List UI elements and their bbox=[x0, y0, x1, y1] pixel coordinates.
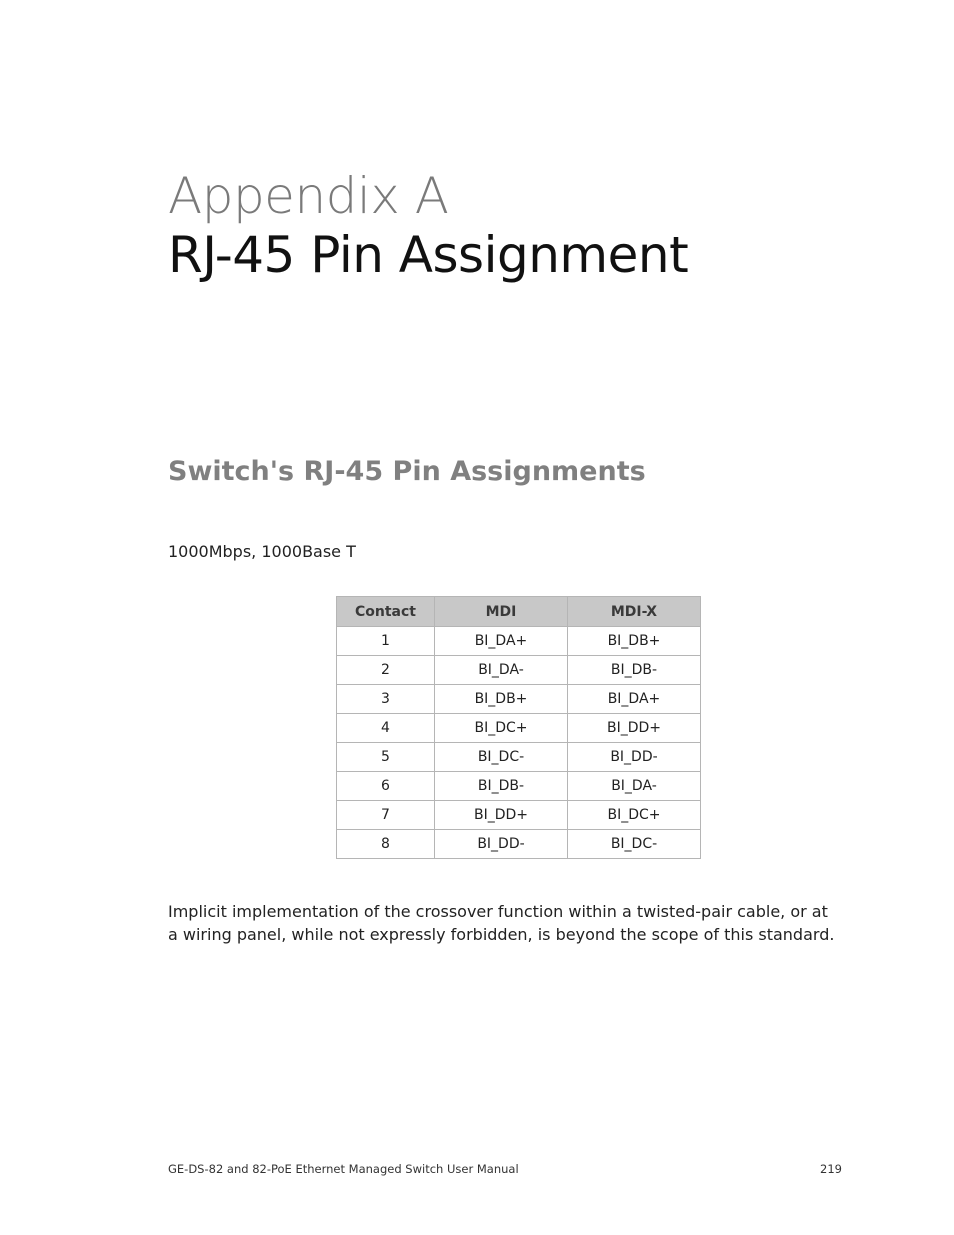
cell-mdi-x: BI_DC- bbox=[568, 830, 701, 859]
table-row bbox=[337, 743, 701, 772]
header-mdi: MDI bbox=[435, 597, 568, 627]
table-row bbox=[337, 772, 701, 801]
cell-mdi-x: BI_DA+ bbox=[568, 685, 701, 714]
cell-mdi-x: BI_DC+ bbox=[568, 801, 701, 830]
table-row bbox=[337, 714, 701, 743]
table-row bbox=[337, 685, 701, 714]
cell-contact: 7 bbox=[337, 801, 435, 830]
cell-contact: 5 bbox=[337, 743, 435, 772]
cell-mdi: BI_DB- bbox=[435, 772, 568, 801]
table-row bbox=[337, 656, 701, 685]
table-row bbox=[337, 627, 701, 656]
page-number: 219 bbox=[820, 1162, 842, 1176]
table-row bbox=[337, 830, 701, 859]
cell-mdi-x: BI_DD+ bbox=[568, 714, 701, 743]
cell-mdi: BI_DC+ bbox=[435, 714, 568, 743]
cell-contact: 8 bbox=[337, 830, 435, 859]
section-heading: Switch's RJ-45 Pin Assignments bbox=[168, 456, 646, 487]
cell-mdi-x: BI_DB- bbox=[568, 656, 701, 685]
crossover-note-paragraph: Implicit implementation of the crossover function within a twisted-pair cable, or at a wiring panel, while not expressly forbidden, is beyond the scope of this standard. bbox=[168, 902, 835, 944]
cell-mdi: BI_DC- bbox=[435, 743, 568, 772]
cell-mdi-x: BI_DD- bbox=[568, 743, 701, 772]
table-subtitle: 1000Mbps, 1000Base T bbox=[168, 542, 356, 561]
cell-contact: 2 bbox=[337, 656, 435, 685]
cell-contact: 4 bbox=[337, 714, 435, 743]
appendix-label: Appendix A bbox=[168, 167, 449, 225]
cell-mdi: BI_DA- bbox=[435, 656, 568, 685]
table-row bbox=[337, 801, 701, 830]
cell-contact: 6 bbox=[337, 772, 435, 801]
footer-manual-title: GE-DS-82 and 82-PoE Ethernet Managed Switch User Manual bbox=[168, 1162, 519, 1176]
cell-mdi: BI_DA+ bbox=[435, 627, 568, 656]
cell-mdi-x: BI_DB+ bbox=[568, 627, 701, 656]
chapter-title: RJ-45 Pin Assignment bbox=[168, 226, 689, 284]
cell-mdi: BI_DD- bbox=[435, 830, 568, 859]
cell-contact: 1 bbox=[337, 627, 435, 656]
cell-contact: 3 bbox=[337, 685, 435, 714]
cell-mdi: BI_DB+ bbox=[435, 685, 568, 714]
pin-assignment-table bbox=[336, 596, 701, 859]
header-contact: Contact bbox=[337, 597, 435, 627]
cell-mdi: BI_DD+ bbox=[435, 801, 568, 830]
cell-mdi-x: BI_DA- bbox=[568, 772, 701, 801]
header-mdi-x: MDI-X bbox=[568, 597, 701, 627]
table-header-row bbox=[337, 597, 701, 627]
